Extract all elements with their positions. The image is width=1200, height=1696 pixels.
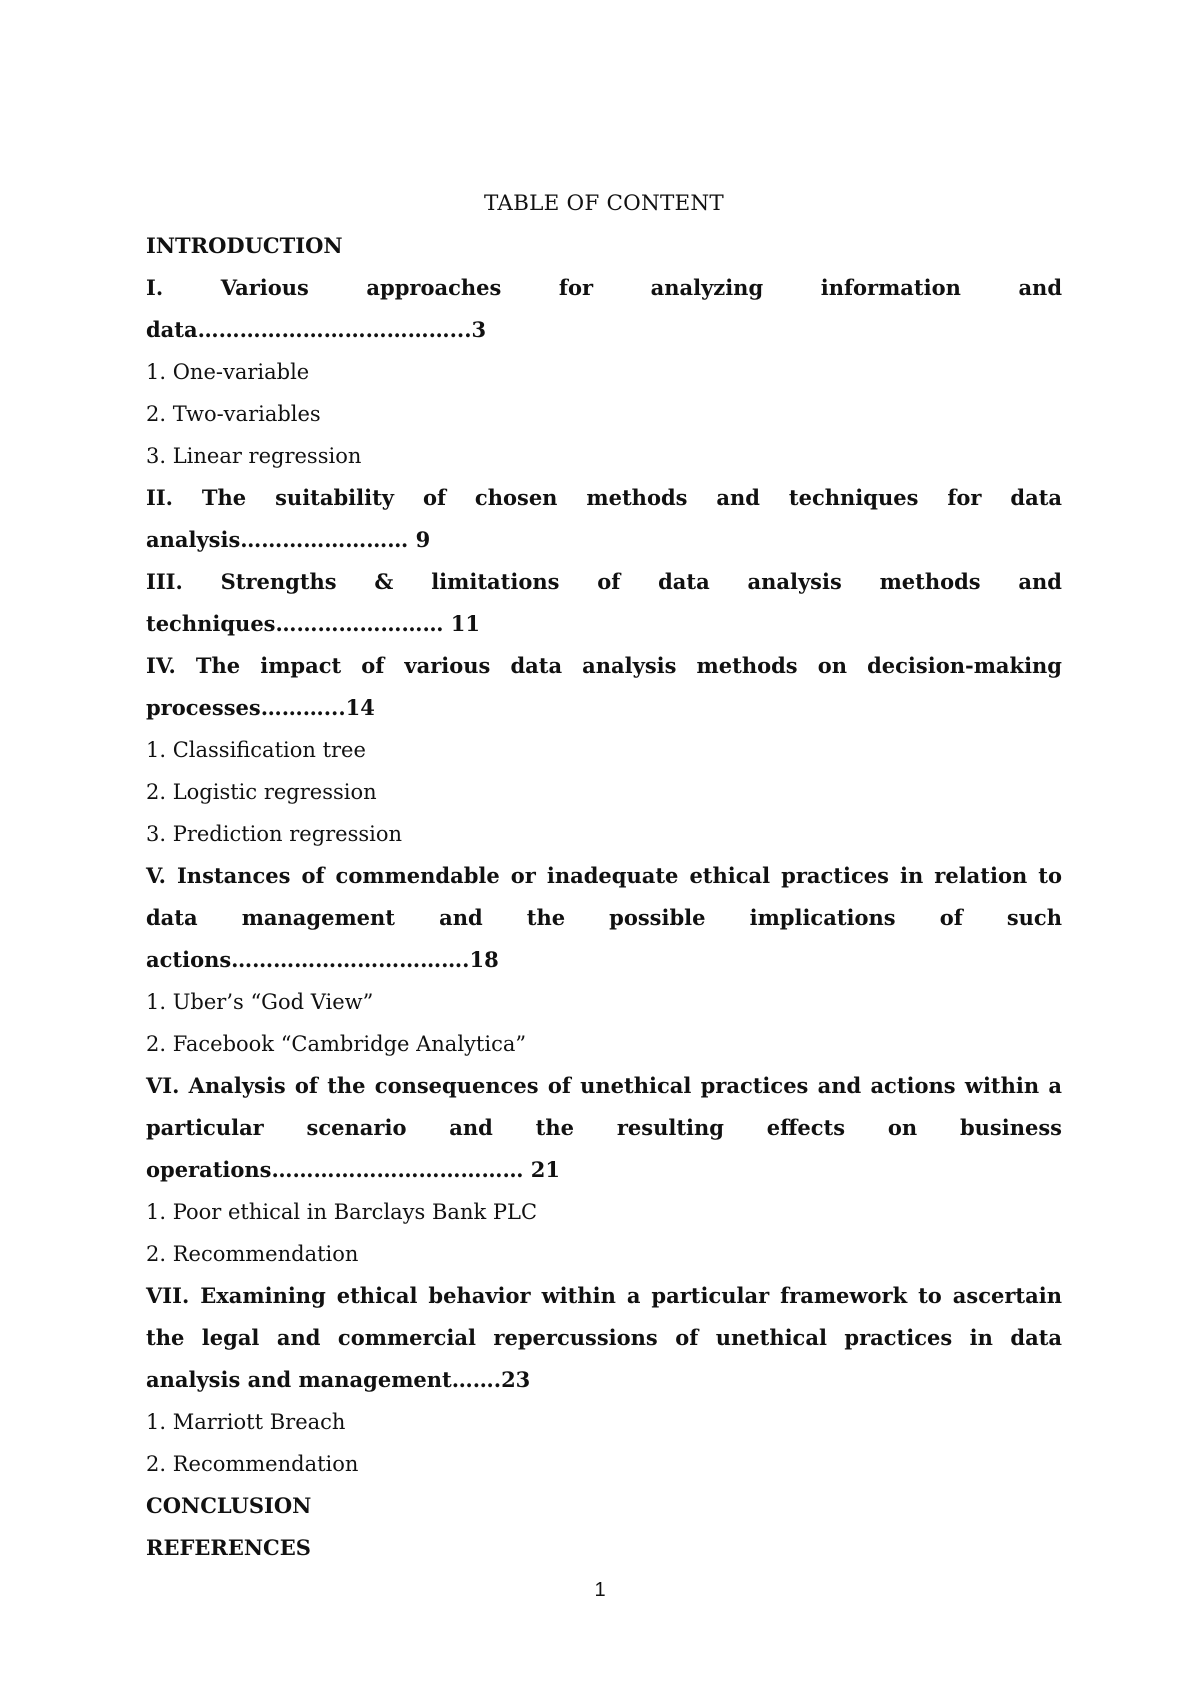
toc-subitem: 3. Linear regression	[146, 444, 362, 468]
toc-subitem: 2. Facebook “Cambridge Analytica”	[146, 1032, 527, 1056]
toc-subitem: 1. Classification tree	[146, 738, 366, 762]
document-page	[146, 183, 1062, 1569]
toc-subitem: 2. Logistic regression	[146, 780, 377, 804]
toc-subitem: 1. One-variable	[146, 360, 310, 384]
toc-heading-introduction: INTRODUCTION	[146, 233, 343, 258]
page-number: 1	[594, 1579, 606, 1601]
toc-heading-conclusion: CONCLUSION	[146, 1493, 312, 1518]
toc-subitem: 2. Two-variables	[146, 402, 321, 426]
toc-heading-section-7: VII. Examining ethical behavior within a particular framework to ascertain the legal and commercial repercussions of unethical practices in data analysis and management…….23	[146, 1283, 1062, 1392]
toc-heading-references: REFERENCES	[146, 1535, 311, 1560]
toc-heading-section-1: I. Various approaches for analyzing information and data………………………………...3	[146, 275, 1062, 342]
toc-subitem: 1. Poor ethical in Barclays Bank PLC	[146, 1200, 538, 1224]
toc-subitem: 3. Prediction regression	[146, 822, 403, 846]
toc-heading-section-3: III. Strengths & limitations of data analysis methods and techniques…………………… 11	[146, 569, 1062, 636]
toc-subitem: 1. Uber’s “God View”	[146, 990, 374, 1014]
toc-heading-section-6: VI. Analysis of the consequences of unethical practices and actions within a particular scenario and the resulting effects on business operations……………………………… 21	[146, 1073, 1062, 1182]
toc-heading-section-2: II. The suitability of chosen methods and techniques for data analysis…………………… 9	[146, 485, 1062, 552]
toc-heading-section-5: V. Instances of commendable or inadequate ethical practices in relation to data management and the possible implications of such actions…………………………….18	[146, 863, 1062, 972]
toc-subitem: 1. Marriott Breach	[146, 1410, 346, 1434]
toc-subitem: 2. Recommendation	[146, 1452, 359, 1476]
toc-subitem: 2. Recommendation	[146, 1242, 359, 1266]
document-title: TABLE OF CONTENT	[484, 191, 724, 216]
toc-heading-section-4: IV. The impact of various data analysis methods on decision-making processes………...14	[146, 653, 1062, 720]
